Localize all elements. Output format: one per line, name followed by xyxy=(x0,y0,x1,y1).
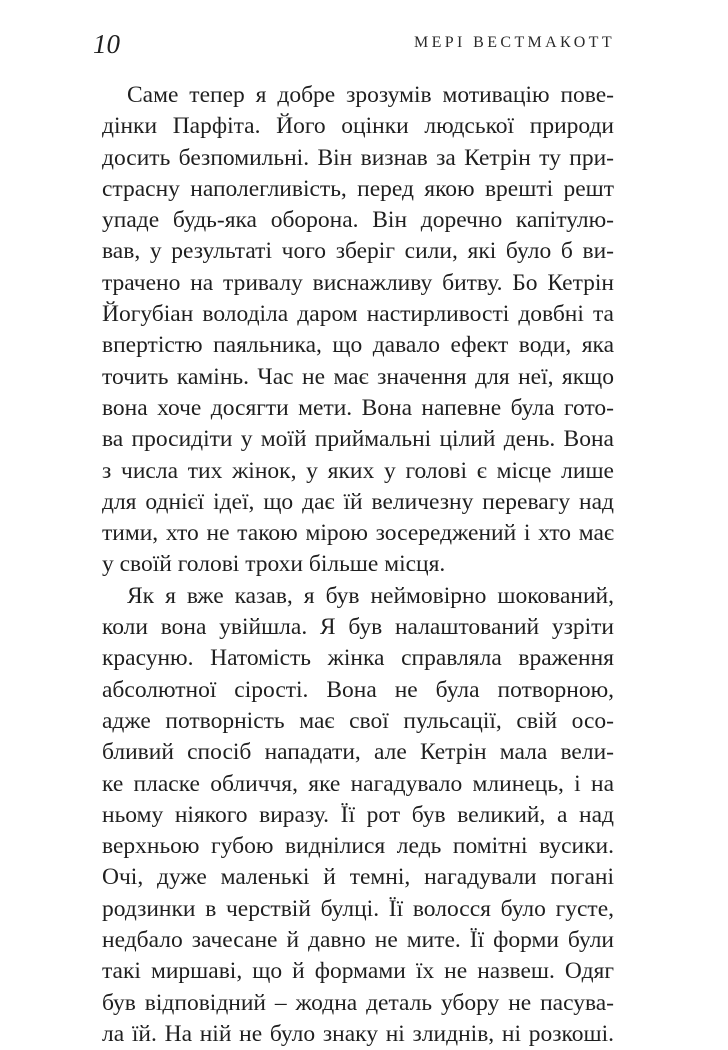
text-line: страсну наполегливість, перед якою врешті решт xyxy=(102,175,614,202)
text-line: недбало зачесане й давно не мите. Її форми були xyxy=(102,927,614,954)
paragraph xyxy=(102,581,614,1050)
text-line: красуню. Натомість жінка справляла враження xyxy=(102,645,614,672)
text-line: упаде будь-яка оборона. Він доречно капітулю- xyxy=(102,207,614,234)
body-text xyxy=(102,80,614,1050)
text-line: ке пласке обличчя, яке нагадувало млинець, і на xyxy=(102,770,614,797)
text-line: такі миршаві, що й формами їх не назвеш. Одяг xyxy=(102,958,614,985)
paragraph xyxy=(102,80,614,581)
running-title: МЕРІ ВЕСТМАКОТТ xyxy=(413,34,615,51)
text-line: для однієї ідеї, що дає їй величезну перевагу над xyxy=(102,488,614,515)
text-line: Очі, дуже маленькі й темні, нагадували погані xyxy=(102,864,614,891)
text-line: бливий спосіб нападати, але Кетрін мала вели- xyxy=(102,739,614,766)
text-line: дінки Парфіта. Його оцінки людської природи xyxy=(102,113,614,140)
text-line: точить камінь. Час не має значення для неї, якщо xyxy=(102,363,614,390)
text-line: був відповідний – жодна деталь убору не пасува- xyxy=(102,989,614,1016)
text-line: трачено на тривалу виснажливу битву. Бо Кетрін xyxy=(102,269,614,296)
text-line: з числа тих жінок, у яких у голові є місце лише xyxy=(102,457,614,484)
text-line: коли вона увійшла. Я був налаштований узріти xyxy=(102,614,614,641)
text-line: вона хоче досягти мети. Вона напевне була гото- xyxy=(102,394,614,421)
text-line: вав, у результаті чого зберіг сили, які було б ви- xyxy=(102,238,614,265)
text-line: родзинки в черствій булці. Її волосся було густе, xyxy=(102,895,614,922)
page-number: 10 xyxy=(93,29,120,59)
text-line: Саме тепер я добре зрозумів мотивацію пове- xyxy=(127,82,614,108)
text-line: ва просидіти у моїй приймальні цілий день. Вона xyxy=(102,426,614,453)
text-line: верхньою губою виднілися ледь помітні вусики. xyxy=(102,833,614,860)
text-line: досить безпомильні. Він визнав за Кетрін ту при- xyxy=(102,144,614,171)
text-line: ньому ніякого виразу. Її рот був великий, а над xyxy=(102,801,614,828)
text-line: ла їй. На ній не було знаку ні злиднів, ні розкоші. xyxy=(102,1020,614,1047)
text-line: впертістю паяльника, що давало ефект води, яка xyxy=(102,332,614,359)
text-line: Як я вже казав, я був неймовірно шокований, xyxy=(127,582,614,609)
text-line: Йогубіан володіла даром настирливості довбні та xyxy=(102,301,614,328)
text-line: у своїй голові трохи більше місця. xyxy=(102,551,446,578)
running-head xyxy=(93,24,615,64)
text-line: адже потворність має свої пульсації, свій осо- xyxy=(102,707,614,734)
text-line: абсолютної сірості. Вона не була потворною, xyxy=(102,676,614,703)
text-line: тими, хто не такою мірою зосереджений і хто має xyxy=(102,520,614,547)
